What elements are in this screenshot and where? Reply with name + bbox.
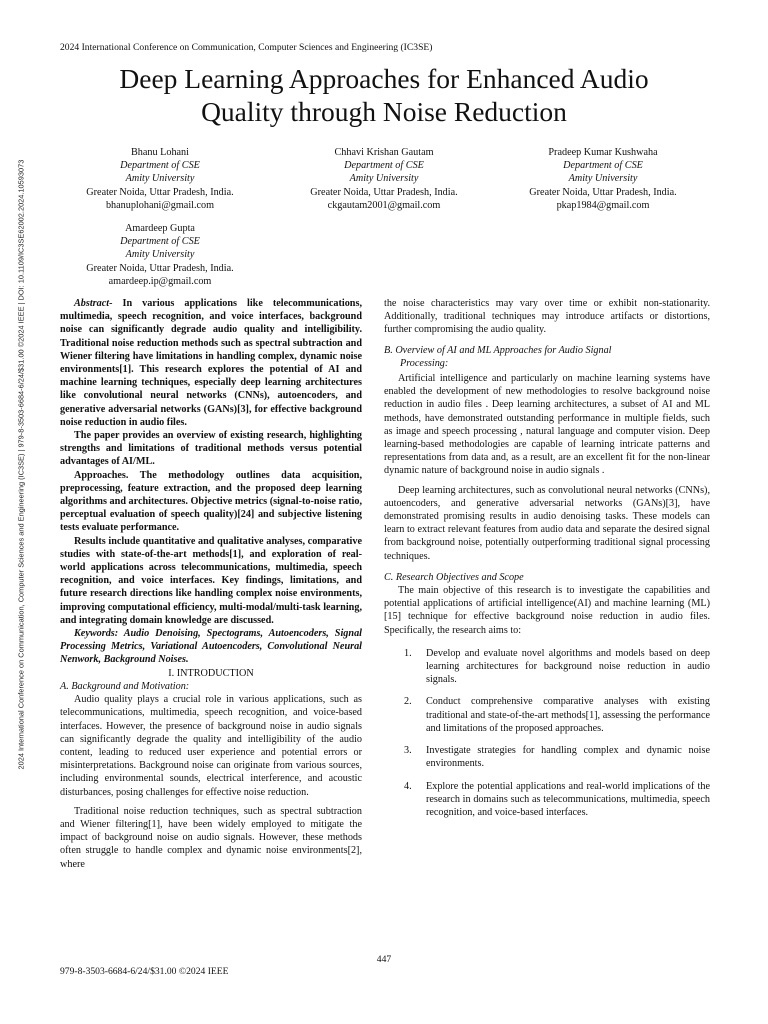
author-email: ckgautam2001@gmail.com — [327, 199, 441, 211]
left-column — [60, 297, 362, 871]
continued-paragraph: the noise characteristics may vary over time or exhibit non-stationarity. Additionally, traditional techniques may introduce artifacts or distortions, further compromising the audio quality. — [384, 298, 710, 336]
abstract-label: Abstract- — [74, 298, 113, 309]
list-item — [384, 647, 710, 687]
section-heading-introduction: I. INTRODUCTION — [168, 667, 254, 679]
subsection-b-line-2: Processing: — [400, 357, 449, 369]
author-email: bhanuplohani@gmail.com — [105, 199, 215, 211]
author-name: Chhavi Krishan Gautam — [334, 147, 434, 158]
author-dept: Department of CSE — [120, 160, 200, 172]
author-univ: Amity University — [125, 173, 195, 185]
keywords: Keywords: Audio Denoising, Spectograms, Autoencoders, Signal Processing Metrics, Variational Autoencoders, Convolutional Neural Nenwork, Background Noises. — [60, 628, 362, 666]
author-2 — [284, 146, 484, 212]
intro-paragraph-1: Audio quality plays a crucial role in various applications, such as telecommunications, multimedia, speech recognition, and voice-based interfaces. However, the presence of background noise in audio signals can significantly degrade the quality and intelligibility of the audio content, leading to reduced user experience and potential errors or misinterpretations. Background noise can originate from various sources, including environmental sounds, electrical interference, and acoustic disturbances, posing challenges for effective noise reduction. — [60, 694, 362, 798]
abstract-paragraph-3: Approaches. The methodology outlines data acquisition, preprocessing, feature extraction, and the proposed deep learning algorithms and architectures. Objective metrics (signal-to-noise ratio, perceptual evaluation of speech quality)[24] and subjective listening tests evaluate performance. — [60, 469, 362, 534]
subsection-heading-a: A. Background and Motivation: — [60, 680, 190, 692]
author-location: Greater Noida, Uttar Pradesh, India. — [86, 186, 234, 198]
author-3 — [503, 146, 703, 212]
list-item-text: Investigate strategies for handling complex and dynamic noise environments. — [426, 745, 710, 770]
list-item-number: 3. — [404, 745, 412, 757]
author-location: Greater Noida, Uttar Pradesh, India. — [86, 262, 234, 274]
author-location: Greater Noida, Uttar Pradesh, India. — [310, 186, 458, 198]
list-item-text: Conduct comprehensive comparative analyses with existing traditional and state-of-the-art methods[1], assessing the performance and limitations of the proposed approaches. — [426, 696, 710, 734]
abstract-paragraph-2: The paper provides an overview of existing research, highlighting strengths and limitations of traditional methods versus potential advantages of AI/ML. — [60, 430, 362, 468]
list-item — [384, 780, 710, 820]
objectives-paragraph: The main objective of this research is to investigate the capabilities and potential applications of artificial intelligence(AI) and machine learning (ML)[15] technique for effective background noise reduction in audio files. Specifically, the research aims to: — [384, 585, 710, 636]
overview-paragraph-2: Deep learning architectures, such as convolutional neural networks (CNNs), autoencoders, and generative adversarial networks (GANs)[3], have demonstrated promising results in audio denoising tasks. These models can learn to extract relevant features from audio data and separate the desired signal from background noise, potentially outperforming traditional signal processing techniques. — [384, 484, 710, 562]
list-item — [384, 695, 710, 735]
list-item-text: Explore the potential applications and real-world implications of the research in domains such as telecommunications, multimedia, speech recognition, and voice-based interfaces. — [426, 780, 710, 818]
title-line-2: Quality through Noise Reduction — [201, 96, 567, 127]
right-column — [384, 297, 710, 828]
author-name: Pradeep Kumar Kushwaha — [548, 147, 658, 158]
subsection-b-line-1: B. Overview of AI and ML Approaches for Audio Signal — [384, 344, 612, 356]
author-4 — [60, 222, 260, 288]
author-univ: Amity University — [349, 173, 419, 185]
list-item-text: Develop and evaluate novel algorithms and models based on deep learning architectures for background noise reduction in audio signals. — [426, 647, 710, 686]
abstract-paragraph-4: Results include quantitative and qualitative analyses, comparative studies with state-of-the-art methods[1], and exploration of real-world applications across telecommunications, multimedia, speech recognition, and voice interfaces. Key findings, limitations, and future research directions like handling complex noise environments, improving computational efficiency, multi-modal/multi-task learning, and integrating domain knowledge are discussed. — [60, 535, 362, 626]
list-item-number: 4. — [404, 780, 412, 792]
author-1 — [60, 146, 260, 212]
author-dept: Department of CSE — [120, 236, 200, 248]
author-location: Greater Noida, Uttar Pradesh, India. — [529, 186, 677, 198]
author-email: pkap1984@gmail.com — [556, 199, 650, 211]
abstract — [60, 297, 362, 429]
author-email: amardeep.ip@gmail.com — [108, 275, 212, 287]
paper-title — [40, 62, 728, 128]
list-item-number: 2. — [404, 696, 412, 708]
conference-header: 2024 International Conference on Communication, Computer Sciences and Engineering (IC3SE) — [60, 42, 433, 53]
title-line-1: Deep Learning Approaches for Enhanced Audio — [119, 63, 649, 94]
page-number: 447 — [376, 954, 392, 965]
author-univ: Amity University — [125, 249, 195, 261]
footer-copyright: 979-8-3503-6684-6/24/$31.00 ©2024 IEEE — [60, 966, 229, 977]
overview-paragraph-1: Artificial intelligence and particularly on machine learning systems have enabled the development of new methodologies to resolve background noise reduction in audio files . Deep learning architectures, a subset of AI and ML methods, have demonstrated outstanding performance in multiple fields, such as image and speech processing , natural language and computer vision. Deep learning-based methodologies are capable of learning intricate patterns and representations from data and, as a result, are an excellent fit for the non-linear dynamic nature of background noise in audio signals . — [384, 373, 710, 477]
author-name: Amardeep Gupta — [125, 223, 195, 234]
intro-paragraph-2: Traditional noise reduction techniques, such as spectral subtraction and Wiener filtering[1], have been widely employed to mitigate the impact of background noise on audio signals. However, these methods often struggle to handle complex and dynamic noise environments[2], where — [60, 805, 362, 870]
list-item — [384, 744, 710, 770]
subsection-heading-b — [384, 344, 710, 370]
side-doi-text: 2024 International Conference on Communication, Computer Sciences and Engineering (IC3SE) | 979-8-3503-6684-6/24/$31.00 ©2024 IEEE | DOI: 10.1109/IC3SE62002.2024.10593073 — [16, 159, 26, 770]
list-item-number: 1. — [404, 647, 412, 659]
subsection-heading-c: C. Research Objectives and Scope — [384, 571, 524, 583]
author-univ: Amity University — [568, 173, 638, 185]
author-dept: Department of CSE — [344, 160, 424, 172]
author-dept: Department of CSE — [563, 160, 643, 172]
author-name: Bhanu Lohani — [130, 147, 189, 158]
abstract-text: In various applications like telecommunications, multimedia, speech recognition, and voice interfaces, background noise can significantly degrade audio quality and intelligibility. Traditional noise reduction methods such as spectral subtraction and Wiener filtering have limitations in handling complex, dynamic noise environments[1]. This research explores the potential of AI and machine learning techniques, especially deep learning architectures like convolutional neural networks (CNNs), autoencoders, and generative adversarial networks (GANs)[3], for effective background noise reduction in audio files. — [60, 298, 362, 428]
